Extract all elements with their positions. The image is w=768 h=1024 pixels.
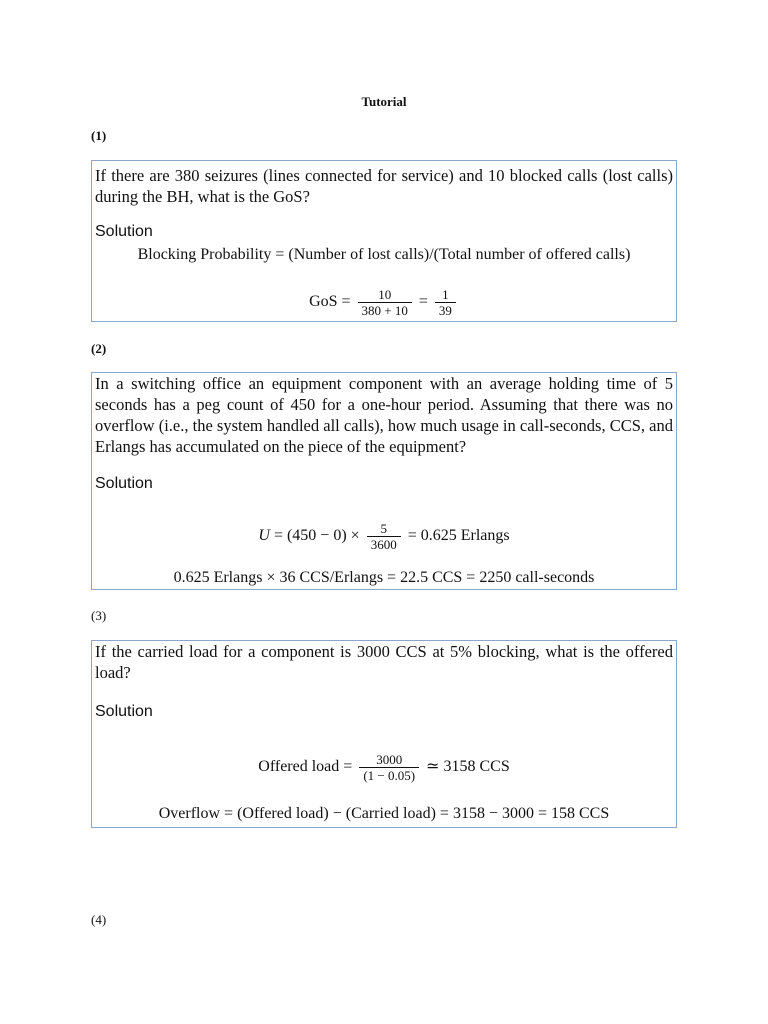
offered-load-fraction [359,752,419,783]
gos-equals: = [418,293,428,311]
usage-denominator: 3600 [370,537,397,552]
problem-2-question: In a switching office an equipment component with an average holding time of 5 seconds has a peg count of 450 for a one-hour period. Assuming that there was no overflow (i.e., the system handled all calls), how much usage in call-seconds, CCS, and Erlangs has accumulated on the piece of the equipment? [95,374,673,456]
offered-load-result: ≃ 3158 CCS [426,758,510,776]
problem-2-equation-2: 0.625 Erlangs × 36 CCS/Erlangs = 22.5 CCS = 2250 call-seconds [173,569,595,586]
problem-1-equation-2 [92,287,676,318]
gos-lhs: GoS = [309,293,351,311]
gos-denominator-1: 380 + 10 [361,303,408,318]
gos-denominator-2: 39 [438,303,452,318]
gos-numerator-1: 10 [358,287,412,303]
problem-2-equation-1 [92,521,676,552]
problem-1-question: If there are 380 seizures (lines connected for service) and 10 blocked calls (lost calls) during the BH, what is the GoS? [95,166,673,206]
problem-3-question: If the carried load for a component is 3000 CCS at 5% blocking, what is the offered load? [95,642,673,682]
problem-1-number: (1) [91,128,107,143]
problem-3-solution-label: Solution [95,703,153,720]
gos-fraction-1 [358,287,412,318]
usage-expression: = (450 − 0) × [269,527,360,545]
offered-load-denominator: (1 − 0.05) [363,768,416,783]
problem-2-number: (2) [91,341,107,356]
problem-2-box [91,372,677,590]
problem-2-solution-label: Solution [95,475,153,492]
offered-load-lhs: Offered load = [258,758,353,776]
problem-3-equation-1 [92,752,676,783]
problem-4-number: (4) [91,912,107,927]
usage-fraction [367,521,401,552]
problem-1-equation-1: Blocking Probability = (Number of lost calls)/(Total number of offered calls) [137,246,631,263]
usage-variable: U [258,527,270,545]
offered-load-numerator: 3000 [359,752,419,768]
page-title: Tutorial [361,94,407,109]
usage-numerator: 5 [367,521,401,537]
problem-3-equation-2: Overflow = (Offered load) − (Carried load) = 3158 − 3000 = 158 CCS [158,805,610,822]
problem-1-box [91,160,677,322]
usage-result: = 0.625 Erlangs [407,527,510,545]
problem-1-solution-label: Solution [95,223,153,240]
problem-3-number: (3) [91,608,107,623]
gos-numerator-2: 1 [435,287,456,303]
gos-fraction-2 [435,287,456,318]
problem-3-box [91,640,677,828]
